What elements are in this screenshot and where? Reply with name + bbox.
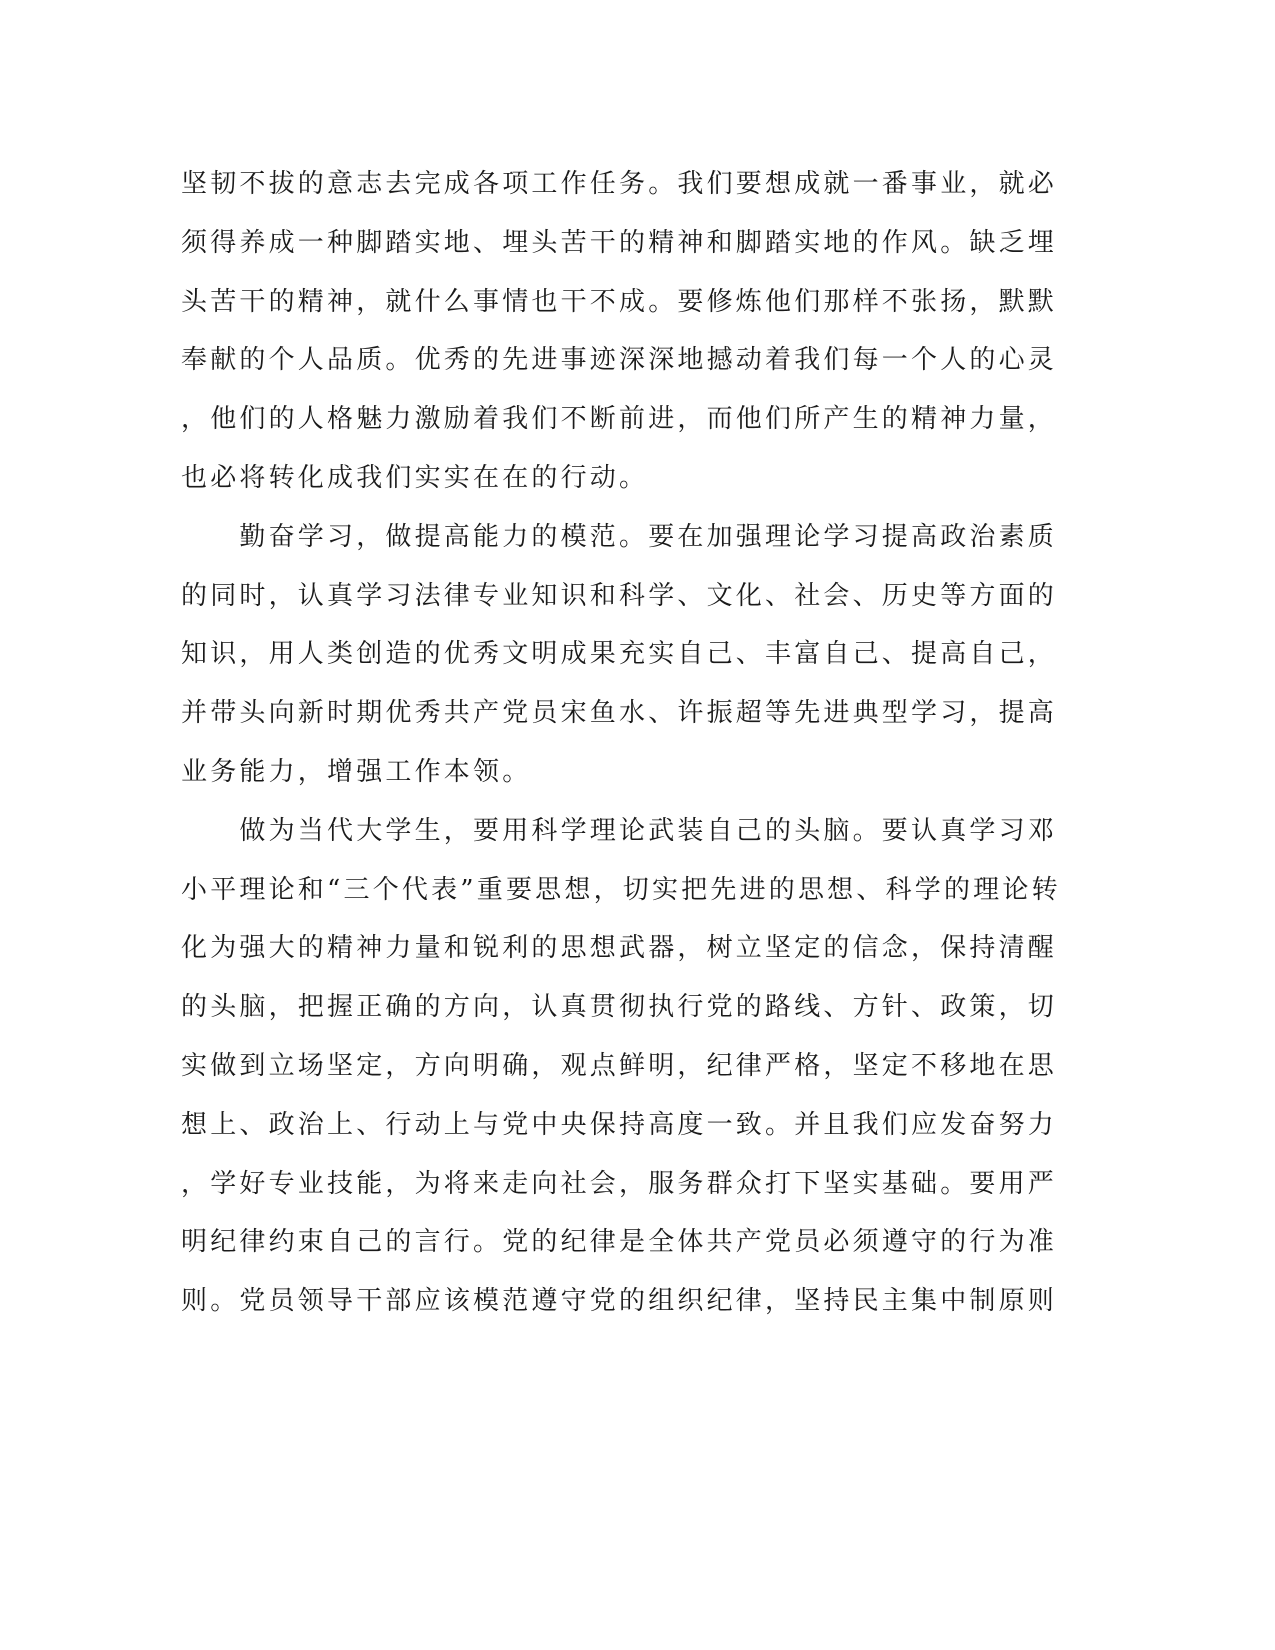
text-line: 则。党员领导干部应该模范遵守党的组织纪律，坚持民主集中制原则 <box>181 1286 1058 1317</box>
text-line: 须得养成一种脚踏实地、埋头苦干的精神和脚踏实地的作风。缺乏埋 <box>181 227 1058 258</box>
text-line: 头苦干的精神，就什么事情也干不成。要修炼他们那样不张扬，默默 <box>181 286 1058 317</box>
text-line: ，学好专业技能，为将来走向社会，服务群众打下坚实基础。要用严 <box>181 1168 1058 1199</box>
text-line: 化为强大的精神力量和锐利的思想武器，树立坚定的信念，保持清醒 <box>181 933 1058 964</box>
text-line: 实做到立场坚定，方向明确，观点鲜明，纪律严格，坚定不移地在思 <box>181 1050 1058 1081</box>
text-line: 做为当代大学生，要用科学理论武装自己的头脑。要认真学习邓 <box>181 815 1058 846</box>
text-line: 知识，用人类创造的优秀文明成果充实自己、丰富自己、提高自己， <box>181 639 1058 670</box>
text-line: 坚韧不拔的意志去完成各项工作任务。我们要想成就一番事业，就必 <box>181 169 1058 199</box>
text-line: 业务能力，增强工作本领。 <box>181 756 532 787</box>
text-line: 并带头向新时期优秀共产党员宋鱼水、许振超等先进典型学习，提高 <box>181 698 1058 729</box>
text-line: 想上、政治上、行动上与党中央保持高度一致。并且我们应发奋努力 <box>181 1109 1058 1140</box>
text-line: 的同时，认真学习法律专业知识和科学、文化、社会、历史等方面的 <box>181 580 1058 611</box>
text-line: ，他们的人格魅力激励着我们不断前进，而他们所产生的精神力量， <box>181 404 1058 435</box>
text-line: 的头脑，把握正确的方向，认真贯彻执行党的路线、方针、政策，切 <box>181 992 1058 1023</box>
text-line: 勤奋学习，做提高能力的模范。要在加强理论学习提高政治素质 <box>181 521 1058 552</box>
text-line: 奉献的个人品质。优秀的先进事迹深深地撼动着我们每一个人的心灵 <box>181 345 1058 376</box>
text-line: 明纪律约束自己的言行。党的纪律是全体共产党员必须遵守的行为准 <box>181 1227 1058 1258</box>
text-line: 小平理论和“三个代表”重要思想，切实把先进的思想、科学的理论转 <box>181 874 1061 905</box>
text-line: 也必将转化成我们实实在在的行动。 <box>181 462 649 493</box>
body-text <box>181 155 1061 1331</box>
